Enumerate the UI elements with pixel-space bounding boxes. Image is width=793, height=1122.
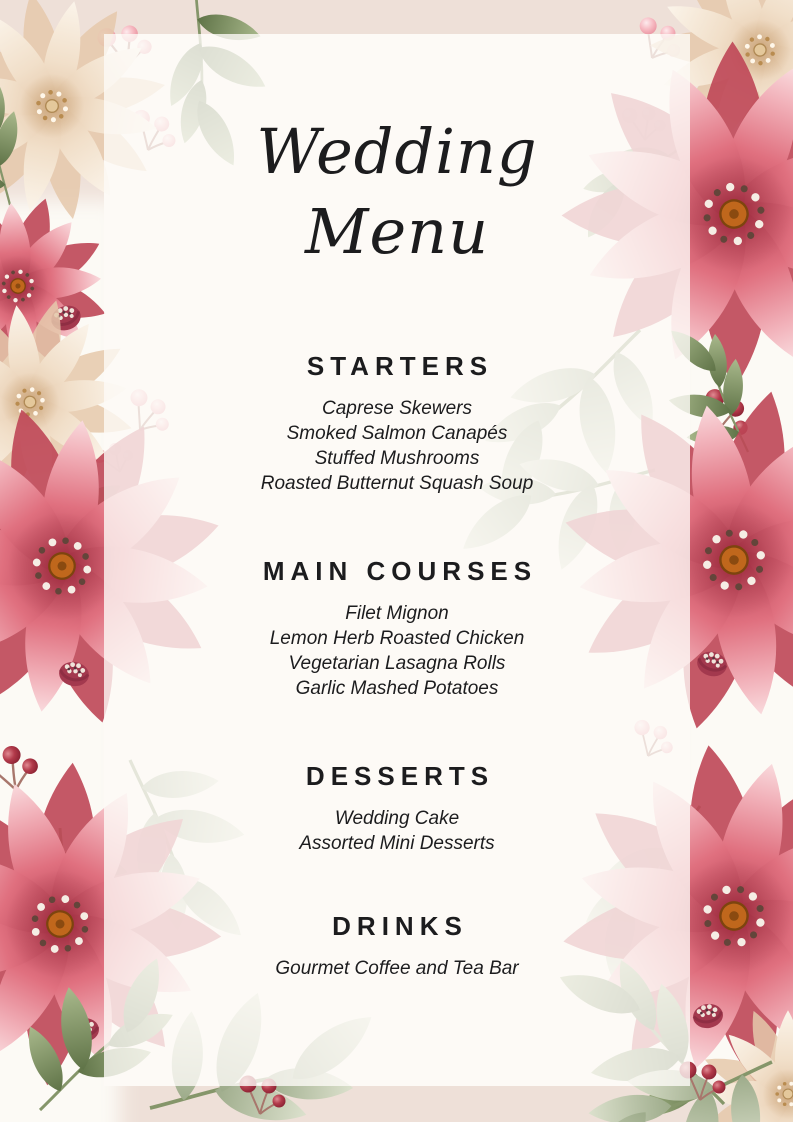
section-starters bbox=[104, 350, 690, 496]
menu-item: Caprese Skewers bbox=[322, 398, 472, 419]
section-header: STARTERS bbox=[306, 351, 494, 381]
menu-item: Garlic Mashed Potatoes bbox=[295, 678, 499, 699]
menu-item: Gourmet Coffee and Tea Bar bbox=[275, 958, 519, 979]
menu-item: Stuffed Mushrooms bbox=[314, 448, 480, 469]
menu-title-line1: Wedding bbox=[256, 115, 538, 188]
section-items bbox=[104, 601, 690, 701]
menu-item: Assorted Mini Desserts bbox=[299, 833, 495, 854]
menu-item: Wedding Cake bbox=[334, 808, 460, 829]
section-items bbox=[104, 806, 690, 856]
section-drinks bbox=[104, 910, 690, 981]
section-header: DESSERTS bbox=[305, 761, 495, 791]
menu-item: Smoked Salmon Canapés bbox=[286, 423, 508, 444]
menu-item: Filet Mignon bbox=[345, 603, 449, 624]
section-desserts bbox=[104, 760, 690, 856]
menu-item: Lemon Herb Roasted Chicken bbox=[269, 628, 525, 649]
menu-item: Roasted Butternut Squash Soup bbox=[260, 473, 534, 494]
menu-title-line2: Menu bbox=[304, 195, 490, 268]
menu-title bbox=[104, 112, 690, 272]
section-main-courses bbox=[104, 555, 690, 701]
section-header: MAIN COURSES bbox=[262, 556, 538, 586]
section-items bbox=[104, 956, 690, 981]
section-items bbox=[104, 396, 690, 496]
section-header: DRINKS bbox=[332, 911, 468, 941]
menu-item: Vegetarian Lasagna Rolls bbox=[288, 653, 506, 674]
